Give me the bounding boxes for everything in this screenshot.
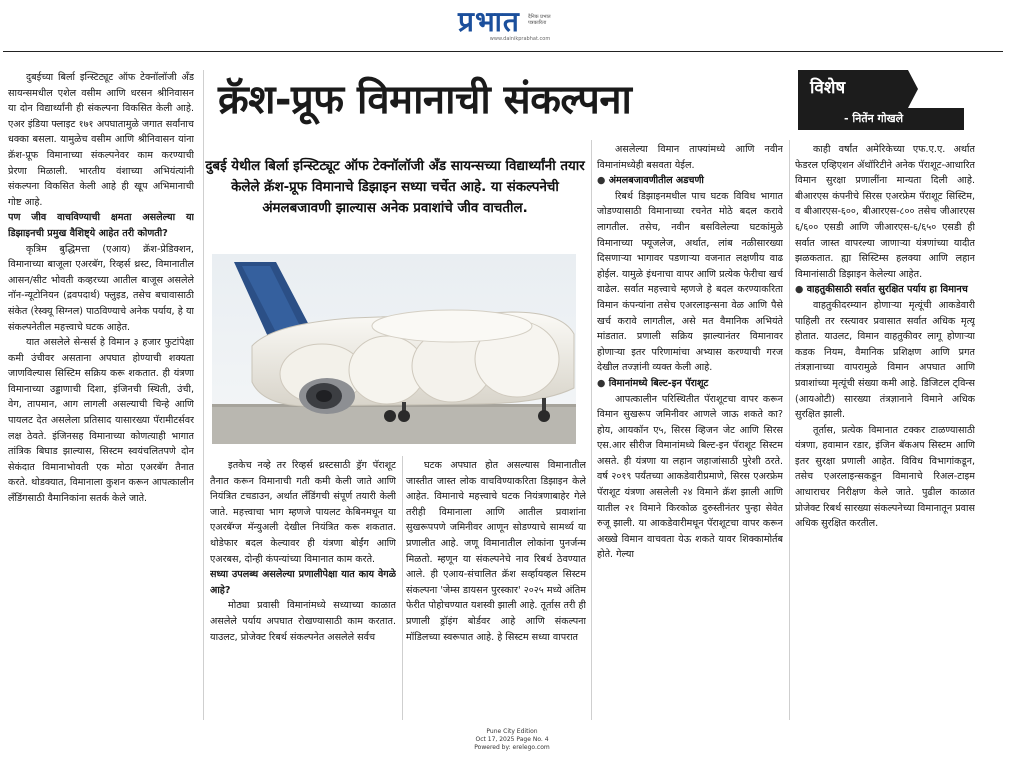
paragraph: वाहतुकीदरम्यान होणाऱ्या मृत्यूंची आकडेवारी पाहिली तर रस्त्यावर प्रवासात सर्वात अधिक मृत्यू होतात. याउलट, विमान वाहतुकीवर लागू होणाऱ्या कडक नियम, वैमानिक प्रशिक्षण आणि प्रगत तंत्रज्ञानाच्या वापरामुळे विमान अपघात आणि प्रवाशांच्या मृत्यूंची संख्या कमी आहे. डिजिटल ट्विन्स (आयओटी) सारख्या तंत्रज्ञानाने विमाने अधिक सुरक्षित झाली.	[795, 299, 975, 421]
interview-question: पण जीव वाचविण्याची क्षमता असलेल्या या डिझाइनची प्रमुख वैशिष्ट्ये आहेत तरी कोणती?	[8, 212, 194, 239]
paragraph: आपत्कालीन परिस्थितीत पॅराशूटचा वापर करून विमान सुखरूप जमिनीवर आणले जाऊ शकते का? होय, आयकॉन ए५, सिरस व्हिजन जेट आणि सिरस एस.आर सीरीज विमानांमध्ये बिल्ट-इन पॅराशूट सिस्टम असते. ही यंत्रणा या लहान जहाजांसाठी पुरेशी ठरते. वर्ष २०१९ पर्यंतच्या आकडेवारीप्रमाणे, सिरस एअरफ्रेम पॅराशूट यंत्रणा असलेली २४ विमाने क्रॅश झाली आणि यातील २१ विमाने किरकोळ दुरुस्तीनंतर पुन्हा सेवेत रुजू झाली. या आकडेवारीमधून पॅराशूटचा वापर करून अख्खे विमान वाचवता येऊ शकते यावर शिक्कामोर्तब होते. गेल्या	[597, 393, 783, 561]
section-tag: विशेष	[798, 70, 908, 108]
subheading: ● वाहतुकीसाठी सर्वात सुरक्षित पर्याय हा विमानच	[795, 284, 968, 296]
subheading: ● अंमलबजावणीतील अडचणी	[597, 175, 704, 187]
subheading-text: वाहतुकीसाठी सर्वात सुरक्षित पर्याय हा विमानच	[806, 284, 968, 296]
masthead-logo[interactable]: प्रभात	[458, 5, 520, 38]
page-footer	[0, 728, 1024, 752]
article-column-2	[210, 458, 396, 722]
crash-proof-plane-illustration	[212, 254, 576, 444]
article-column-4	[597, 142, 783, 722]
article-column-5	[795, 142, 975, 722]
masthead-tagline: दैनिक प्रभात पत्रकारिता	[527, 14, 551, 26]
article-photo[interactable]	[212, 254, 576, 444]
paragraph: रिबर्थ डिझाइनमधील पाच घटक विविध भागात जोडण्यासाठी विमानाच्या रचनेत मोठे बदल करावे लागतील. तसेच, नवीन बसविलेल्या घटकांमुळे विमानाच्या फ्यूजलेज, अर्थात, लांब नळीसारख्या दिसणाऱ्या भागावर पडणाऱ्या वजनात लक्षणीय वाढ होईल. यामुळे इंधनाचा वापर आणि प्रत्येक फेरीचा खर्च वाढेल. सर्वात महत्त्वाचे म्हणजे हे बदल करण्याकरिता विमान कंपन्यांना तसेच एअरलाइन्सना वेळ आणि पैसे खर्च करावे लागतील, असे मत वैमानिक अभियंते मांडतात. प्रणाली सक्रिय झाल्यानंतर विमानावर होणाऱ्या इतर परिणामांचा अभ्यास करण्याची गरज देखील तज्ज्ञांनी व्यक्त केली आहे.	[597, 190, 783, 374]
paragraph: दुबईच्या बिर्ला इन्स्टिट्यूट ऑफ टेक्नॉलॉजी अँड सायन्समधील एशेल वसीम आणि धरसन श्रीनिवासन या दोन विद्यार्थ्यांनी ही संकल्पना विकसित केली आहे. एअर इंडिया फ्लाइट १७१ अपघातामुळे जगात सर्वांनाच धक्का बसला. यामुळेच वसीम आणि श्रीनिवासन यांना क्रॅश-प्रूफ विमानाच्या संकल्पनेवर काम करण्याची प्रेरणा मिळाली. भारतीय वंशाच्या अभियंत्यांनी संकल्पना विकसित केली आहे ही खूप अभिमानाची गोष्ट आहे.	[8, 72, 194, 208]
edition-label: Pune City Edition	[486, 728, 538, 735]
article-deck: दुबई येथील बिर्ला इन्स्टिट्यूट ऑफ टेक्नॉलॉजी अँड सायन्सच्या विद्यार्थ्यांनी तयार केलेले क्रॅश-प्रूफ विमानाचे डिझाइन सध्या चर्चेत आहे. या संकल्पनेची अंमलबजावणी झाल्यास अनेक प्रवाशांचे जीव वाचतील.	[205, 159, 585, 216]
column-divider	[789, 140, 790, 720]
paragraph: घटक अपघात होत असल्यास विमानातील जास्तीत जास्त लोक वाचविण्याकरिता डिझाइन केले आहेत. विमानाचे महत्त्वाचे घटक नियंत्रणाबाहेर गेले तरीही विमानाला आणि आतील प्रवाशांना सुखरूपपणे जमिनीवर आणून सोडण्याचे सामर्थ्य या प्रणालीत आहे. जणू विमानातील लोकांना पुनर्जन्म मिळतो. म्हणून या संकल्पनेचे नाव रिबर्थ ठेवण्यात आले. ही एआय-संचालित क्रॅश सर्व्हायव्हल सिस्टम संकल्पना 'जेम्स डायसन पुरस्कार' २०२५ मध्ये अंतिम फेरीत पोहोचण्यात यशस्वी झाली आहे. तूर्तास तरी ही प्रणाली ड्रॉइंग बोर्डवर आहे आणि संकल्पना मॉडिलच्या स्वरूपात आहे. हे सिस्टम सध्या वापरात	[406, 460, 586, 643]
article-headline: क्रॅश-प्रूफ विमानाची संकल्पना	[218, 77, 632, 123]
paragraph: कृत्रिम बुद्धिमत्ता (एआय) क्रॅश-प्रेडिक्शन, विमानाच्या बाजूला एअरबॅग, रिव्हर्स थ्रस्ट, विमानातील आसन/सीट भोवती कव्हरच्या आतील बाजूस असलेले नॉन-न्यूटोनियन (द्रवपदार्थ) फ्लुइड, तसेच बचावासाठी संकेत (रेस्क्यू सिग्नल) पाठविण्याचे अनेक पर्याय, हे या संकल्पनेतील महत्त्वाचे घटक आहेत.	[8, 243, 194, 333]
author-byline: - नितेंन गोखले	[798, 108, 964, 130]
date-page-label: Oct 17, 2025 Page No. 4	[475, 736, 549, 743]
paragraph: काही वर्षांत अमेरिकेच्या एफ.ए.ए. अर्थात फेडरल एव्हिएशन ॲथॉरिटीने अनेक पॅराशूट-आधारित विमान सुरक्षा प्रणालींना मान्यता दिली आहे. बीआरएस कंपनीचे सिरस एअरफ्रेम पॅराशूट सिस्टिम, व बीआरएस-६००, बीआरएस-८०० तसेच जीआरएस ६/६०० एसडी आणि जीआरएस-६/६५० एसडी ही सर्वात जास्त वापरल्या जाणाऱ्या यंत्रणांच्या यादीत झळकतात. ह्या सिस्टिम्स हलक्या आणि लहान विमानांसाठी डिझाइन केलेल्या आहेत.	[795, 144, 975, 280]
paragraph: यात असलेले सेन्सर्स हे विमान ३ हजार फुटांपेक्षा कमी उंचीवर असताना अपघात होण्याची शक्यता जाणविल्यास सिस्टिम सक्रिय करू शकतात. ही यंत्रणा विमानाच्या उड्डाणाची दिशा, इंजिनची स्थिती, उंची, वेग, तापमान, आग लागली असल्याची चिन्हे आणि पायलट देत असलेला प्रतिसाद यासारख्या पॅरामीटर्सवर लक्ष ठेवते. इंजिनसह विमानाच्या कोणत्याही भागात तांत्रिक बिघाड झाल्यास, सिस्टम स्वयंचलितपणे दोन सेकंदात विमानाभोवती एक मोठा एअरबॅग तैनात करते. थोडक्यात, विमानाला कुशन करून आपत्कालीन लॅंडिंगसाठी वैमानिकांना सतर्क केले जाते.	[8, 337, 194, 505]
section-tag-box	[798, 70, 964, 132]
interview-question: सध्या उपलब्ध असलेल्या प्रणालीपेक्षा यात काय वेगळे आहे?	[210, 569, 396, 596]
column-divider	[591, 140, 592, 720]
masthead-rule	[3, 51, 1003, 52]
powered-by-link[interactable]: Powered by: erelego.com	[474, 744, 550, 751]
masthead-url: www.dainikprabhat.com	[489, 36, 551, 42]
paragraph: असलेल्या विमान ताफ्यांमध्ये आणि नवीन विमानांमध्येही बसवता येईल.	[597, 144, 783, 171]
subheading-text: विमानांमध्ये बिल्ट-इन पॅराशूट	[608, 377, 709, 389]
article-column-3	[406, 458, 586, 722]
paragraph: मोठ्या प्रवासी विमानांमध्ये सध्याच्या काळात असलेले पर्याय अपघात रोखण्यासाठी काम करतात. याउलट, प्रोजेक्ट रिबर्थ संकल्पनेत असलेले सर्वच	[210, 600, 396, 643]
paragraph: इतकेच नव्हे तर रिव्हर्स थ्रस्टसाठी ड्रॅग पॅराशूट तैनात करून विमानाची गती कमी केली जाते आणि नियंत्रित टचडाउन, अर्थात लॅंडिंगची संपूर्ण तयारी केली जाते. महत्त्वाचा भाग म्हणजे पायलट केबिनमधून या एअरबॅग्ज मॅन्युअली देखील नियंत्रित करू शकतात. थोडेफार बदल केल्यावर ही यंत्रणा बोईंग आणि एअरबस, दोन्ही कंपन्यांच्या विमानात काम करते.	[210, 460, 396, 565]
article-column-1	[8, 70, 194, 722]
subheading-text: अंमलबजावणीतील अडचणी	[608, 175, 704, 187]
paragraph: तूर्तास, प्रत्येक विमानात टक्कर टाळण्यासाठी यंत्रणा, हवामान रडार, इंजिन बॅकअप सिस्टम आणि इतर सुरक्षा प्रणाली आहेत. विविध विभागांकडून, तसेच एअरलाइन्सकडून विमानाचे रिअल-टाइम आधाराचर निरीक्षण केले जाते. पुढील काळात प्रोजेक्ट रिबर्थ सारख्या संकल्पनेच्या विमानातून प्रवास अधिक सुरक्षित करतील.	[795, 424, 975, 530]
column-divider	[402, 456, 403, 720]
masthead	[0, 6, 1024, 38]
subheading: ● विमानांमध्ये बिल्ट-इन पॅराशूट	[597, 377, 709, 389]
